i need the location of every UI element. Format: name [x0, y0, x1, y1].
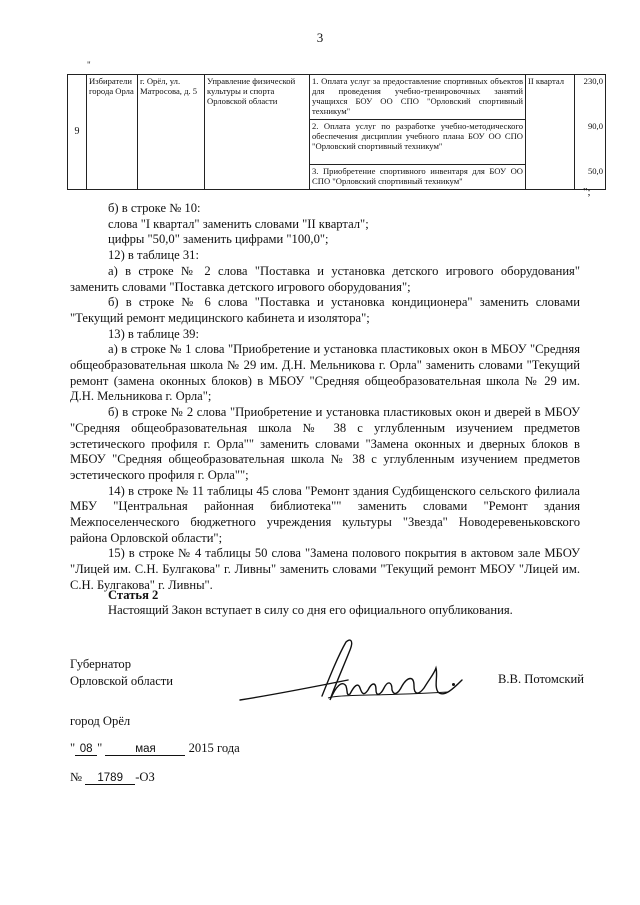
date-month: мая — [105, 743, 185, 756]
paragraph: б) в строке № 2 слова "Приобретение и установка пластиковых окон и дверей в МБОУ "Средняя общеобразовательная школа № 38 с углубленным изучением предметов эстетического профиля г. Орла"" заменить словами "Замена оконных и дверных блоков в МБОУ "Средняя общеобразовательная школа № 38 с углубленным изучением предметов эстетического профиля г. Орла""; — [70, 405, 580, 482]
table-row — [68, 75, 606, 190]
signatory-title-line: Орловской области — [70, 674, 174, 688]
paragraph: а) в строке № 2 слова "Поставка и установка детского игрового оборудования" заменить словами "Поставка детского игрового оборудования"; — [70, 263, 580, 294]
description-cell — [310, 75, 526, 190]
list-item: 2. Оплата услуг по разработке учебно-методического обеспечения дисциплин учебного плана БОУ ОО СПО "Орловский спортивный техникум" — [310, 119, 525, 164]
date-quote-close: " — [97, 741, 103, 755]
paragraph: б) в строке № 10: — [108, 201, 201, 215]
amount-value: 50,0 — [587, 166, 603, 176]
signatory-name: В.В. Потомский — [498, 672, 585, 686]
paragraph: 13) в таблице 39: — [108, 326, 199, 341]
amendment-table — [67, 74, 606, 190]
paragraph: 12) в таблице 31: — [108, 248, 199, 263]
opening-quote: " — [87, 60, 91, 70]
signing-date — [70, 741, 240, 756]
document-body — [70, 201, 580, 594]
organization-cell: Управление физической культуры и спорта Орловской области — [205, 75, 310, 190]
city: город Орёл — [70, 714, 131, 728]
date-quote-open: " — [70, 741, 76, 755]
date-day: 08 — [75, 743, 97, 756]
paragraph: 14) в строке № 11 таблицы 45 слова "Ремонт здания Судбищенского сельского филиала МБУ "Центральная районная библиотека"" заменить словами "Ремонт здания Межпоселенческого бюджетного учреждения культуры "Звезда" Новодеревеньковского района Орловской области"; — [70, 483, 580, 545]
paragraph: 15) в строке № 4 таблицы 50 слова "Замена полового покрытия в актовом зале МБОУ "Лицей им. С.Н. Булгакова" г. Ливны" заменить словами "Текущий ремонт МБОУ "Лицей им. С.Н. Булгакова" г. Ливны". — [70, 546, 580, 592]
paragraph: а) в строке № 1 слова "Приобретение и установка пластиковых окон в МБОУ "Средняя общеобразовательная школа № 29 им. Д.Н. Мельникова г. Орла" заменить словами "Текущий ремонт (замена оконных блоков) в МБОУ "Средняя общеобразовательная школа № 29 им. Д.Н. Мельникова г. Орла"; — [70, 342, 580, 404]
handwritten-signature — [238, 636, 468, 718]
amount-cell — [575, 75, 606, 190]
date-year: 2015 года — [188, 741, 240, 755]
list-item: 3. Приобретение спортивного инвентаря для БОУ ОО СПО "Орловский спортивный техникум" — [310, 164, 525, 189]
law-number — [70, 770, 155, 785]
voters-cell: Избиратели города Орла — [87, 75, 138, 190]
signatory-title — [70, 656, 173, 690]
paragraph: цифры "50,0" заменить цифрами "100,0"; — [108, 232, 329, 247]
paragraph: б) в строке № 6 слова "Поставка и установка кондиционера" заменить словами "Текущий ремонт медицинского кабинета и изолятора"; — [70, 295, 580, 325]
signature-dot — [452, 683, 455, 686]
amount-value: 230,0 — [583, 76, 603, 86]
table-closing-quote: "; — [583, 186, 591, 198]
quarter-cell: II квартал — [526, 75, 575, 190]
address-cell: г. Орёл, ул. Матросова, д. 5 — [138, 75, 205, 190]
list-item: 1. Оплата услуг за предоставление спортивных объектов для проведения учебно-тренировочных занятий учащихся БОУ ОО СПО "Орловский спортивный техникум" — [312, 76, 523, 116]
number-suffix: -ОЗ — [135, 770, 155, 784]
article-title: Статья 2 — [108, 588, 159, 602]
signatory-title-line: Губернатор — [70, 657, 131, 671]
row-number: 9 — [68, 75, 87, 190]
paragraph: слова "I квартал" заменить словами "II квартал"; — [108, 216, 369, 231]
amount-value: 90,0 — [587, 121, 603, 131]
number-prefix: № — [70, 770, 83, 784]
page-number: 3 — [316, 30, 324, 45]
number-value: 1789 — [85, 772, 135, 785]
article-text: Настоящий Закон вступает в силу со дня его официального опубликования. — [108, 603, 513, 617]
